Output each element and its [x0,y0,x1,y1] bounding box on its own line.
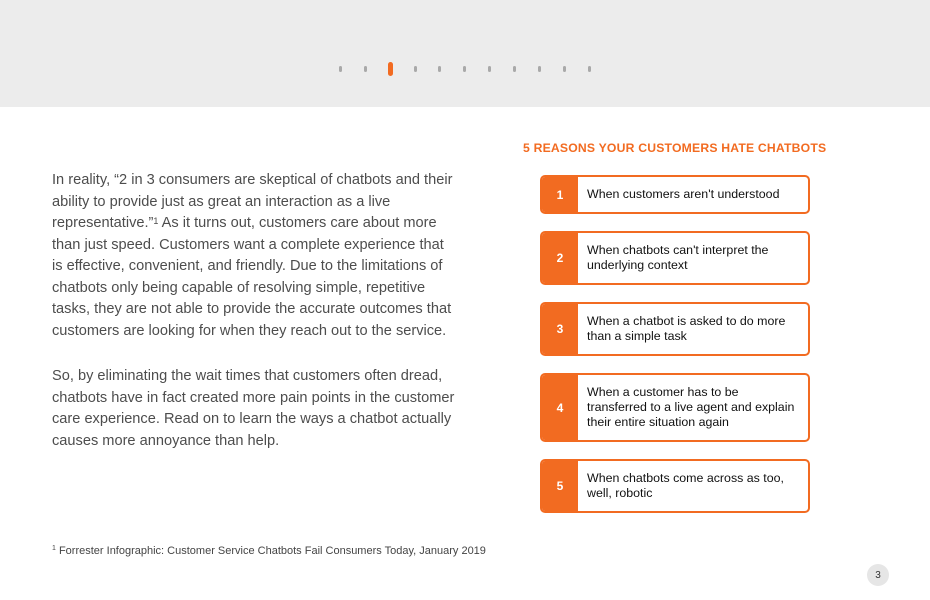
pager-dot[interactable] [588,66,591,72]
footnote-text: Forrester Infographic: Customer Service Chatbots Fail Consumers Today, January 2019 [55,545,486,557]
pager-dot[interactable] [513,66,516,72]
pager-dot[interactable] [414,66,417,72]
reason-number: 1 [542,177,578,212]
reasons-heading: 5 REASONS YOUR CUSTOMERS HATE CHATBOTS [523,141,827,155]
reason-number: 4 [542,375,578,440]
body-paragraph-1-part-b: As it turns out, customers care about more than just speed. Customers want a complete experience that is effective, convenient, and friendly. Due to the limitations of chatbots only being capable of resolving simple, repetitive tasks, they are not able to provide the accurate outcomes that customers are looking for when they reach out to the service. [52,215,452,339]
pager-dot[interactable] [488,66,491,72]
pager-dot[interactable] [463,66,466,72]
page-number-badge: 3 [867,564,889,586]
pager-dot[interactable] [538,66,541,72]
pager-dot[interactable] [364,66,367,72]
reason-card-5 [540,459,810,513]
body-paragraph-2: So, by eliminating the wait times that customers often dread, chatbots have in fact created more pain points in the customer care experience. Read on to learn the ways a chatbot actually causes more annoyance than help. [52,368,455,449]
reason-card-2 [540,231,810,285]
reason-text: When chatbots can't interpret the underlying context [587,243,769,272]
reason-card-1 [540,175,810,214]
reason-card-3 [540,302,810,356]
reason-card-4 [540,373,810,442]
footnote-reference: 1 [153,216,159,226]
body-paragraph-1 [52,170,457,342]
reason-number: 3 [542,304,578,354]
footnote [52,545,486,557]
header-band [0,0,930,107]
reason-text: When chatbots come across as too, well, robotic [587,471,784,500]
pager-dot[interactable] [563,66,566,72]
reason-text: When a chatbot is asked to do more than a simple task [587,314,786,343]
body-paragraph-1-part-a: In reality, “2 in 3 consumers are skeptical of chatbots and their ability to provide just as great an interaction as a live representative.” [52,172,453,231]
reason-text: When customers aren't understood [587,187,780,201]
pager-dot-active[interactable] [388,62,393,76]
footnote-marker: 1 [52,545,56,552]
reason-number: 5 [542,461,578,511]
pager-dot[interactable] [438,66,441,72]
pager-dot[interactable] [339,66,342,72]
body-copy [52,170,457,452]
reason-number: 2 [542,233,578,283]
reason-text: When a customer has to be transferred to a live agent and explain their entire situation again [587,385,795,429]
